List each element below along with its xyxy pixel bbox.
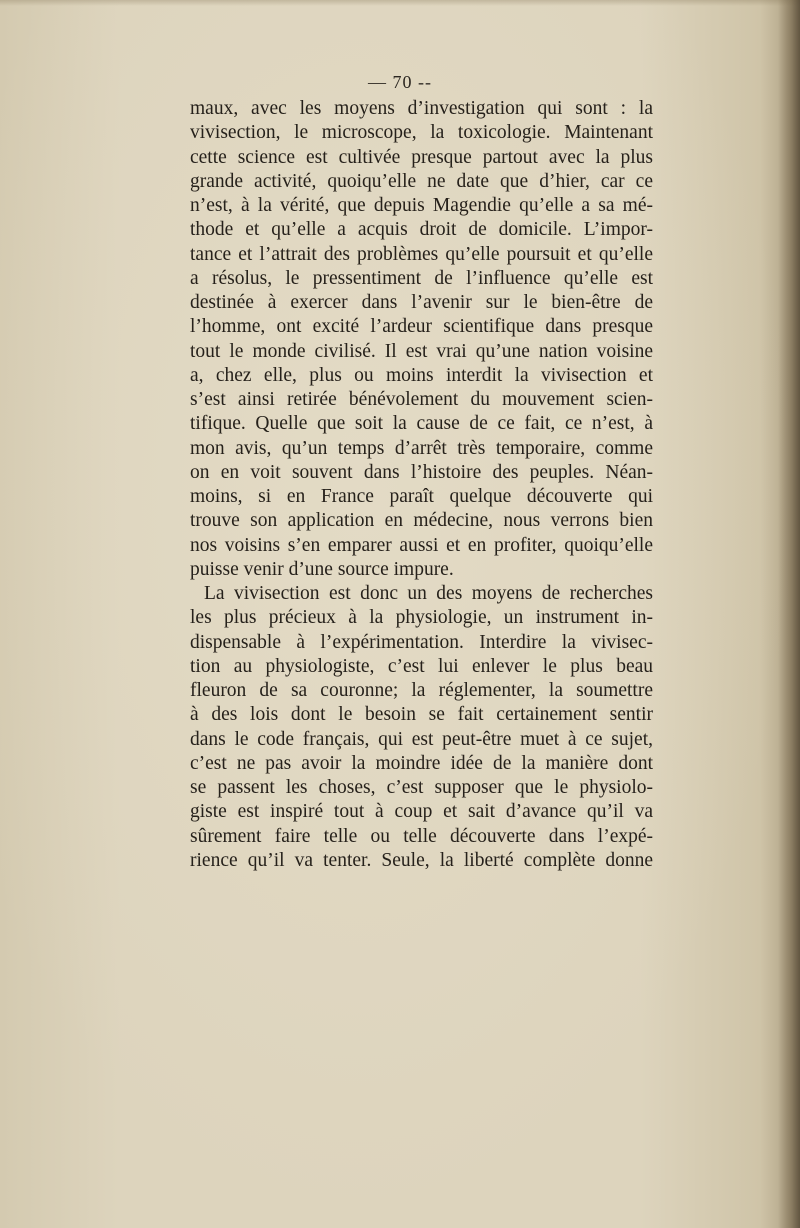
text-line: moins, si en France paraît quelque découverte qui <box>190 486 653 507</box>
body-text <box>190 97 653 873</box>
text-line: dans le code français, qui est peut-être muet à ce sujet, <box>190 728 653 750</box>
text-line: mon avis, qu’un temps d’arrêt très temporaire, comme <box>190 437 653 459</box>
page-top-edge <box>0 0 800 6</box>
text-line: giste est inspiré tout à coup et sait d’avance qu’il va <box>190 801 653 823</box>
page-number: — 70 -- <box>368 72 432 92</box>
text-line: se passent les choses, c’est supposer que le physiolo- <box>190 777 653 798</box>
text-line: thode et qu’elle a acquis droit de domicile. L’impor- <box>190 219 653 241</box>
text-line: tion au physiologiste, c’est lui enlever le plus beau <box>190 655 653 677</box>
text-line: on en voit souvent dans l’histoire des peuples. Néan- <box>190 461 653 483</box>
text-line: les plus précieux à la physiologie, un instrument in- <box>190 607 653 629</box>
text-line: dispensable à l’expérimentation. Interdire la vivisec- <box>190 631 653 653</box>
text-line: rience qu’il va tenter. Seule, la liberté complète donne <box>190 849 653 871</box>
text-line: nos voisins s’en emparer aussi et en profiter, quoiqu’elle <box>190 534 653 556</box>
text-line: vivisection, le microscope, la toxicologie. Maintenant <box>190 122 653 144</box>
paragraph-start-line: La vivisection est donc un des moyens de recherches <box>204 583 653 604</box>
text-line: à des lois dont le besoin se fait certainement sentir <box>190 704 653 726</box>
text-line: c’est ne pas avoir la moindre idée de la manière dont <box>190 752 653 774</box>
page-binding-shadow <box>778 0 800 1228</box>
text-line: a résolus, le pressentiment de l’influence qu’elle est <box>190 267 653 289</box>
text-line: grande activité, quoiqu’elle ne date que d’hier, car ce <box>190 170 653 192</box>
text-line: cette science est cultivée presque partout avec la plus <box>190 146 653 168</box>
text-line: l’homme, ont excité l’ardeur scientifique dans presque <box>190 316 653 338</box>
text-line: fleuron de sa couronne; la réglementer, la soumettre <box>190 680 653 701</box>
text-line: destinée à exercer dans l’avenir sur le bien-être de <box>190 292 653 313</box>
text-line: tifique. Quelle que soit la cause de ce fait, ce n’est, à <box>190 413 653 435</box>
text-line: n’est, à la vérité, que depuis Magendie qu’elle a sa mé- <box>190 195 653 216</box>
text-line: maux, avec les moyens d’investigation qui sont : la <box>190 98 653 119</box>
text-line: tance et l’attrait des problèmes qu’elle poursuit et qu’elle <box>190 243 653 265</box>
text-line: a, chez elle, plus ou moins interdit la vivisection et <box>190 364 653 386</box>
text-line: tout le monde civilisé. Il est vrai qu’une nation voisine <box>190 340 653 362</box>
text-line: trouve son application en médecine, nous verrons bien <box>190 510 653 532</box>
text-line: s’est ainsi retirée bénévolement du mouvement scien- <box>190 389 653 410</box>
text-line: sûrement faire telle ou telle découverte dans l’expé- <box>190 825 653 847</box>
paragraph-end-line: puisse venir d’une source impure. <box>190 558 454 580</box>
